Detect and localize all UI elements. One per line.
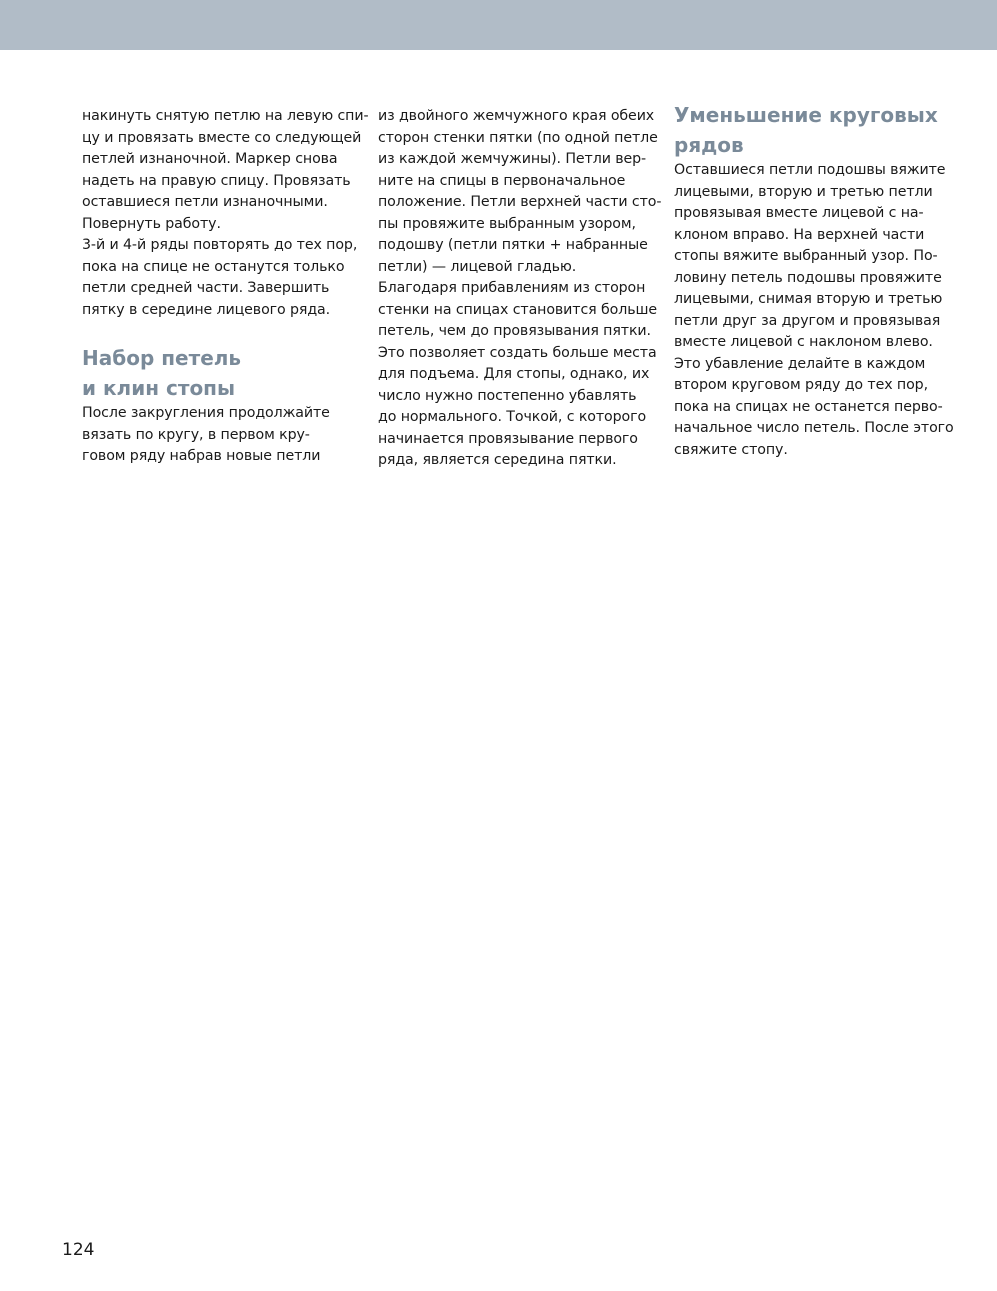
- text-line: клоном вправо. На верхней части: [674, 226, 925, 243]
- text-line: вместе лицевой с наклоном влево.: [674, 334, 933, 350]
- text-line: пы провяжите выбранным узором,: [378, 215, 636, 232]
- text-line: ните на спицы в первоначальное: [378, 172, 626, 189]
- text-line: стопы вяжите выбранный узор. По-: [674, 248, 938, 264]
- paragraph-gusset: [82, 403, 354, 468]
- text-line: Повернуть работу.: [82, 215, 221, 232]
- paragraph-heel-finish: [82, 106, 369, 321]
- heading-line: Уменьшение круговых: [674, 103, 938, 127]
- text-line: петли друг за другом и провязывая: [674, 312, 941, 329]
- text-line: накинуть снятую петлю на левую спи-: [82, 108, 369, 124]
- column-3: [674, 100, 954, 461]
- text-line: пока на спице не останутся только: [82, 258, 345, 275]
- text-line: петлей изнаночной. Маркер снова: [82, 151, 338, 167]
- header-band: [0, 0, 997, 50]
- text-line: оставшиеся петли изнаночными.: [82, 194, 328, 210]
- text-line: Оставшиеся петли подошвы вяжите: [674, 162, 946, 178]
- text-line: Это убавление делайте в каждом: [674, 355, 926, 372]
- section-heading-decrease: [674, 100, 946, 160]
- text-line: число нужно постепенно убавлять: [378, 387, 637, 404]
- text-line: свяжите стопу.: [674, 441, 788, 458]
- text-line: начальное число петель. После этого: [674, 420, 954, 436]
- text-line: втором круговом ряду до тех пор,: [674, 377, 928, 393]
- text-line: лицевыми, снимая вторую и третью: [674, 291, 943, 307]
- text-line: 3-й и 4-й ряды повторять до тех пор,: [82, 237, 358, 253]
- heading-line: и клин стопы: [82, 376, 236, 400]
- text-line: пятку в середине лицевого ряда.: [82, 301, 331, 318]
- text-line: Это позволяет создать больше места: [378, 344, 657, 361]
- text-line: начинается провязывание первого: [378, 430, 638, 447]
- text-line: цу и провязать вместе со следующей: [82, 129, 362, 146]
- text-line: из каждой жемчужины). Петли вер-: [378, 151, 647, 167]
- text-line: петель, чем до провязывания пятки.: [378, 323, 651, 339]
- text-line: пока на спицах не останется перво-: [674, 398, 943, 415]
- text-line: для подъема. Для стопы, однако, их: [378, 366, 650, 382]
- text-line: Благодаря прибавлениям из сторон: [378, 280, 646, 296]
- text-line: лицевыми, вторую и третью петли: [674, 183, 933, 200]
- text-line: провязывая вместе лицевой с на-: [674, 205, 924, 221]
- text-line: из двойного жемчужного края обеих: [378, 108, 655, 124]
- heading-line: рядов: [674, 133, 744, 157]
- text-line: подошву (петли пятки + набранные: [378, 237, 648, 253]
- text-line: сторон стенки пятки (по одной петле: [378, 129, 658, 146]
- text-line: ряда, является середина пятки.: [378, 452, 617, 468]
- text-line: ловину петель подошвы провяжите: [674, 269, 942, 286]
- text-line: положение. Петли верхней части сто-: [378, 194, 662, 210]
- text-line: петли) — лицевой гладью.: [378, 258, 577, 275]
- paragraph-decrease: [674, 160, 954, 461]
- column-2: [378, 106, 662, 472]
- section-heading-gusset: [82, 343, 354, 403]
- text-line: петли средней части. Завершить: [82, 280, 330, 296]
- text-line: стенки на спицах становится больше: [378, 301, 657, 318]
- heading-line: Набор петель: [82, 346, 242, 370]
- text-line: до нормального. Точкой, с которого: [378, 409, 647, 425]
- column-1: [82, 106, 369, 468]
- text-line: говом ряду набрав новые петли: [82, 448, 321, 464]
- text-line: надеть на правую спицу. Провязать: [82, 172, 351, 189]
- page-number: 124: [62, 1240, 95, 1260]
- text-line: После закругления продолжайте: [82, 405, 330, 421]
- text-line: вязать по кругу, в первом кру-: [82, 426, 310, 443]
